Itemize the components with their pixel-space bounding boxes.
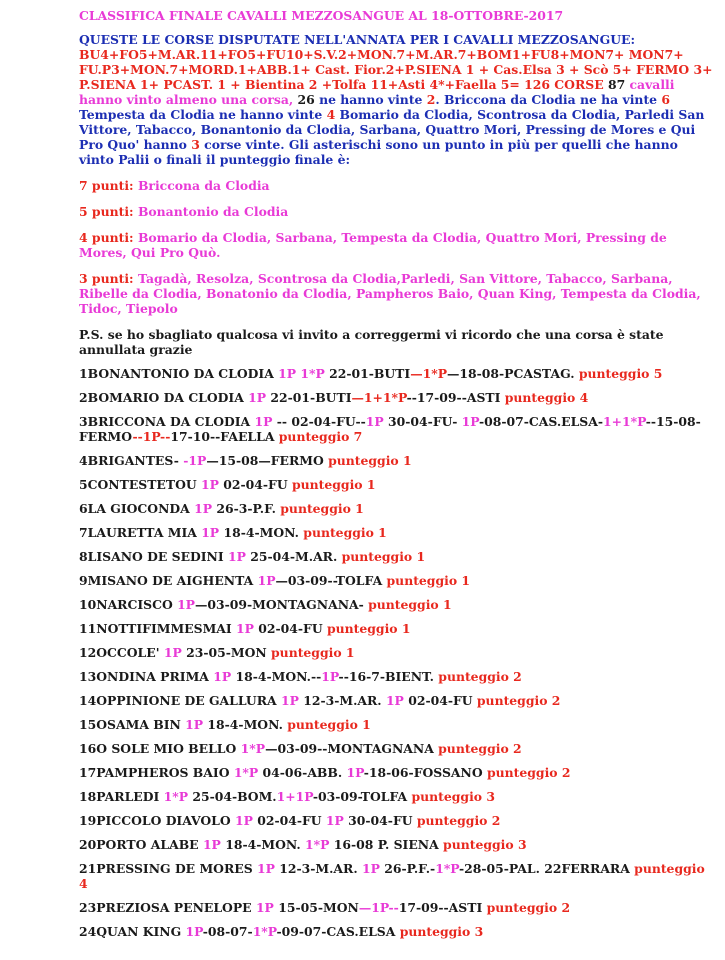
row-segment: --15-08-FERMO — [79, 414, 701, 444]
row-segment: --1P-- — [132, 429, 171, 444]
row-segment: 1*P — [163, 789, 193, 804]
row-segment: 1*P — [240, 741, 266, 756]
row-segment: 17-10--FAELLA — [170, 429, 279, 444]
ps-note: P.S. se ho sbagliato qualcosa vi invito a correggermi vi ricordo che una corsa è state annullata grazie — [79, 327, 664, 357]
row-segment: --16-7-BIENT. — [338, 669, 439, 684]
ranking-row — [79, 453, 717, 468]
row-segment: 30-04-FU — [348, 813, 417, 828]
points-label: 7 punti: — [79, 178, 134, 193]
row-segment: -08-07- — [202, 924, 253, 939]
row-segment: 18-4-MON. — [225, 837, 306, 852]
score-label: punteggio 2 — [486, 900, 571, 915]
row-segment: —03-09-MONTAGNANA- — [195, 597, 369, 612]
intro-segment: 6 — [661, 92, 670, 107]
score-label: punteggio 1 — [341, 549, 426, 564]
row-segment: -18-06-FOSSANO — [363, 765, 487, 780]
score-label: punteggio 1 — [271, 645, 355, 660]
score-label: punteggio 4 — [79, 861, 705, 891]
row-segment: 21PRESSING DE MORES — [79, 861, 257, 876]
row-segment: 26-3-P.F. — [216, 501, 281, 516]
row-segment: 3BRICCONA DA CLODIA — [79, 414, 255, 429]
ranking-row — [79, 789, 717, 804]
intro-paragraph — [79, 32, 717, 167]
row-segment: 1P — [163, 645, 187, 660]
ranking-row — [79, 501, 717, 516]
ranking-row — [79, 693, 717, 708]
row-segment: 23PREZIOSA PENELOPE — [79, 900, 256, 915]
score-label: punteggio 1 — [287, 717, 371, 732]
row-segment: 1*P — [305, 837, 334, 852]
row-segment: -09-07-CAS.ELSA — [276, 924, 400, 939]
score-label: punteggio 1 — [368, 597, 452, 612]
row-segment: 18-4-MON. — [223, 525, 304, 540]
row-segment: —15-08—FERMO — [206, 453, 329, 468]
row-segment: 25-04-M.AR. — [250, 549, 342, 564]
row-segment: --17-09--ASTI — [406, 390, 505, 405]
intro-segment: cavalli hanno vinto almeno una corsa, — [79, 77, 675, 107]
ranking-row — [79, 669, 717, 684]
score-label: punteggio 2 — [486, 765, 571, 780]
horse-names: Bonantonio da Clodia — [133, 204, 289, 219]
row-segment: 30-04-FU- — [388, 414, 462, 429]
score-label: punteggio 3 — [399, 924, 484, 939]
horse-names: Bomario da Clodia, Sarbana, Tempesta da Clodia, Quattro Mori, Pressing de Mores, Qui Pro Quò. — [79, 230, 667, 260]
intro-segment: 4 — [326, 107, 340, 122]
row-segment: 1P — [248, 390, 271, 405]
row-segment: -1P — [183, 453, 207, 468]
intro-segment: QUESTE LE CORSE DISPUTATE NELL'ANNATA PER I CAVALLI MEZZOSANGUE: — [79, 32, 636, 47]
score-label: punteggio 1 — [326, 621, 411, 636]
score-label: punteggio 1 — [280, 501, 364, 516]
ranking-list — [79, 366, 717, 939]
score-label: punteggio 3 — [411, 789, 496, 804]
ranking-row — [79, 573, 717, 588]
row-segment: 1P — [255, 900, 279, 915]
row-segment: 12-3-M.AR. — [303, 693, 386, 708]
row-segment: 1+1*P — [603, 414, 646, 429]
row-segment: 1P — [194, 501, 217, 516]
row-segment: -- 02-04-FU-- — [276, 414, 366, 429]
document — [79, 0, 717, 939]
row-segment: 26-P.F.- — [384, 861, 436, 876]
row-segment: 9MISANO DE AIGHENTA — [79, 573, 258, 588]
score-label: punteggio 1 — [303, 525, 387, 540]
row-segment: 11NOTTIFIMMESMAI — [79, 621, 237, 636]
ranking-row — [79, 390, 717, 405]
row-segment: 5CONTESTETOU — [79, 477, 202, 492]
intro-segment: . Briccona da Clodia ne ha vinte — [435, 92, 662, 107]
row-segment: 16-08 P. SIENA — [333, 837, 444, 852]
score-label: punteggio 1 — [386, 573, 471, 588]
row-segment: 15OSAMA BIN — [79, 717, 186, 732]
points-section — [79, 204, 717, 219]
row-segment: 1P — [361, 861, 385, 876]
row-segment: —03-09--MONTAGNANA — [265, 741, 439, 756]
ranking-row — [79, 717, 717, 732]
row-segment: —1+1*P — [351, 390, 407, 405]
row-segment: 8LISANO DE SEDINI — [79, 549, 228, 564]
row-segment: 22-01-BUTI — [270, 390, 352, 405]
row-segment: 1P — [325, 813, 349, 828]
row-segment: 1P 1*P — [278, 366, 330, 381]
points-section — [79, 230, 717, 260]
score-label: punteggio 7 — [278, 429, 363, 444]
row-segment: 02-04-FU — [258, 621, 327, 636]
row-segment: 12OCCOLE' — [79, 645, 164, 660]
row-segment: 1P — [321, 669, 339, 684]
row-segment: 1BONANTONIO DA CLODIA — [79, 366, 279, 381]
intro-segment: ne hanno vinte — [319, 92, 427, 107]
row-segment: 1+1P — [276, 789, 313, 804]
ranking-row — [79, 525, 717, 540]
row-segment: 1*P — [252, 924, 277, 939]
score-label: punteggio 2 — [438, 669, 522, 684]
horse-names: Tagadà, Resolza, Scontrosa da Clodia,Parledi, San Vittore, Tabacco, Sarbana, Ribelle da Clodia, Bonatonio da Clodia, Pampheros Baio, Quan King, Tempesta da Clodia, Tidoc, Tiepolo — [79, 271, 701, 316]
row-segment: 02-04-FU — [408, 693, 477, 708]
row-segment: 1P — [234, 813, 258, 828]
ranking-row — [79, 597, 717, 612]
points-section — [79, 271, 717, 316]
row-segment: 13ONDINA PRIMA — [79, 669, 214, 684]
ranking-row — [79, 414, 717, 444]
row-segment: -03-09-TOLFA — [312, 789, 412, 804]
intro-segment: Bomario da Clodia, Scontrosa da Clodia, Parledi San Vittore, Tabacco, Bonantonio da Clodia, Sarbana, Quattro Mori, Pressing de Mores e Qui Pro Quo' hanno — [79, 107, 705, 152]
row-segment: 1P — [256, 861, 280, 876]
score-label: punteggio 2 — [416, 813, 501, 828]
row-segment: 1P — [461, 414, 479, 429]
row-segment: 1P — [280, 693, 304, 708]
row-segment: 15-05-MON — [278, 900, 359, 915]
row-segment: -28-05-PAL. 22FERRARA — [458, 861, 635, 876]
points-label: 5 punti: — [79, 204, 134, 219]
row-segment: 23-05-MON — [186, 645, 272, 660]
score-label: punteggio 2 — [476, 693, 561, 708]
ranking-row — [79, 900, 717, 915]
row-segment: 17-09--ASTI — [398, 900, 487, 915]
row-segment: —03-09--TOLFA — [275, 573, 387, 588]
row-segment: 17PAMPHEROS BAIO — [79, 765, 234, 780]
row-segment: 1*P — [435, 861, 459, 876]
row-segment: 19PICCOLO DIAVOLO — [79, 813, 235, 828]
row-segment: 1*P — [233, 765, 263, 780]
row-segment: 2BOMARIO DA CLODIA — [79, 390, 249, 405]
row-segment: 04-06-ABB. — [262, 765, 347, 780]
ranking-row — [79, 861, 717, 891]
ranking-row — [79, 621, 717, 636]
intro-segment: Tempesta da Clodia ne hanno vinte — [79, 107, 327, 122]
row-segment: 7LAURETTA MIA — [79, 525, 202, 540]
points-section — [79, 178, 717, 193]
ranking-row — [79, 645, 717, 660]
ranking-row — [79, 549, 717, 564]
ranking-row — [79, 765, 717, 780]
row-segment: 4BRIGANTES- — [79, 453, 184, 468]
score-label: punteggio 2 — [438, 741, 522, 756]
row-segment: 1P — [185, 717, 208, 732]
row-segment: 1P — [346, 765, 364, 780]
row-segment: 24QUAN KING — [79, 924, 186, 939]
row-segment: 1P — [185, 924, 203, 939]
row-segment: 1P — [201, 477, 224, 492]
row-segment: -08-07-CAS.ELSA- — [478, 414, 604, 429]
row-segment: 14OPPINIONE DE GALLURA — [79, 693, 281, 708]
row-segment: 1P — [201, 525, 224, 540]
ranking-row — [79, 366, 717, 381]
intro-segment: BU4+FO5+M.AR.11+FO5+FU10+S.V.2+MON.7+M.AR.7+BOM1+FU8+MON7+ MON7+ FU.P3+MON.7+MORD.1+ABB.1+ Cast. Fior.2+P.SIENA 1 + Cas.Elsa 3 + Scò 5+ FERMO 3+ P.SIENA 1+ PCAST. 1 + Bientina 2 +Tolfa 11+Asti 4*+Faella 5= 126 CORSE — [79, 47, 713, 92]
row-segment: 25-04-BOM. — [192, 789, 277, 804]
row-segment: —1*P — [410, 366, 448, 381]
ranking-row — [79, 741, 717, 756]
row-segment: 1P — [254, 414, 277, 429]
row-segment: 02-04-FU — [223, 477, 292, 492]
row-segment: 1P — [236, 621, 259, 636]
row-segment: —18-08-PCASTAG. — [447, 366, 579, 381]
row-segment: 20PORTO ALABE — [79, 837, 203, 852]
points-sections — [79, 178, 717, 316]
document-title: CLASSIFICA FINALE CAVALLI MEZZOSANGUE AL 18-OTTOBRE-2017 — [79, 8, 564, 23]
score-label: punteggio 1 — [291, 477, 376, 492]
horse-names: Briccona da Clodia — [133, 178, 270, 193]
score-label: punteggio 3 — [443, 837, 527, 852]
row-segment: 1P — [213, 669, 236, 684]
row-segment: 1P — [202, 837, 226, 852]
ranking-row — [79, 837, 717, 852]
score-label: punteggio 4 — [504, 390, 589, 405]
row-segment: 02-04-FU — [257, 813, 326, 828]
row-segment: 22-01-BUTI — [329, 366, 411, 381]
row-segment: —1P-- — [358, 900, 399, 915]
row-segment: 1P — [257, 573, 276, 588]
row-segment: 18-4-MON. — [207, 717, 288, 732]
row-segment: 18PARLEDI — [79, 789, 164, 804]
row-segment: 6LA GIOCONDA — [79, 501, 195, 516]
row-segment: 12-3-M.AR. — [279, 861, 362, 876]
intro-segment: corse vinte. Gli asterischi sono un punto in più per quelli che hanno vinto Palii o finali il punteggio finale è: — [79, 137, 678, 167]
score-label: punteggio 5 — [578, 366, 663, 381]
row-segment: 18-4-MON.-- — [235, 669, 322, 684]
row-segment: 1P — [385, 693, 409, 708]
ranking-row — [79, 813, 717, 828]
ranking-row — [79, 924, 717, 939]
score-label: punteggio 1 — [328, 453, 412, 468]
row-segment: 1P — [177, 597, 196, 612]
row-segment: 10NARCISCO — [79, 597, 178, 612]
intro-segment: 26 — [297, 92, 320, 107]
points-label: 3 punti: — [79, 271, 134, 286]
ranking-row — [79, 477, 717, 492]
intro-segment: 2 — [426, 92, 436, 107]
intro-segment: 3 — [191, 137, 205, 152]
intro-segment: 87 — [607, 77, 630, 92]
row-segment: 1P — [228, 549, 251, 564]
row-segment: 1P — [365, 414, 389, 429]
points-label: 4 punti: — [79, 230, 134, 245]
row-segment: 16O SOLE MIO BELLO — [79, 741, 241, 756]
